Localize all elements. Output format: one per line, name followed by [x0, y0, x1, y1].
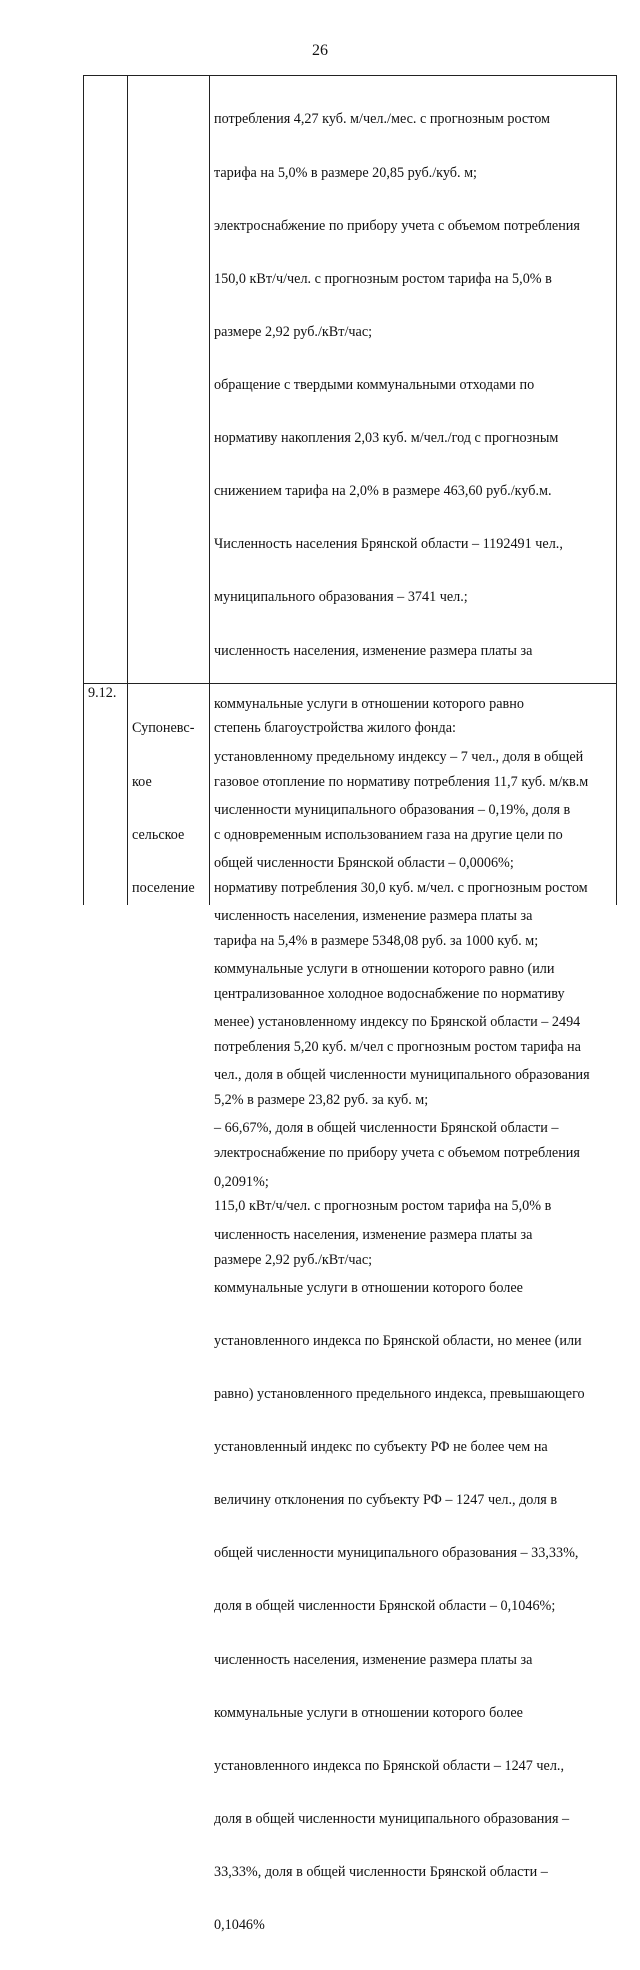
text-line: установленного индекса по Брянской области – 1247 чел., — [214, 1757, 565, 1774]
text-line: менее) установленному индексу по Брянской области – 2494 — [214, 1014, 581, 1031]
text-line: численность населения, изменение размера платы за — [214, 1651, 533, 1668]
text-line: общей численности муниципального образования – 33,33%, — [214, 1545, 579, 1562]
row-9-12-text — [214, 685, 588, 1305]
text-line: обращение с твердыми коммунальными отходами по — [214, 376, 535, 393]
text-line: 115,0 кВт/ч/чел. с прогнозным ростом тарифа на 5,0% в — [214, 1198, 552, 1215]
text-line: величину отклонения по субъекту РФ – 1247 чел., доля в — [214, 1492, 558, 1509]
text-line: централизованное холодное водоснабжение по нормативу — [214, 985, 565, 1002]
text-line: Численность населения Брянской области – 1192491 чел., — [214, 536, 563, 553]
text-line: 150,0 кВт/ч/чел. с прогнозным ростом тарифа на 5,0% в — [214, 270, 552, 287]
name-line: сельское — [132, 826, 185, 843]
text-line: доля в общей численности Брянской области – 0,1046%; — [214, 1598, 556, 1615]
row-number: 9.12. — [88, 685, 117, 701]
text-line: потребления 4,27 куб. м/чел./мес. с прогнозным ростом — [214, 111, 551, 128]
text-line: равно) установленного предельного индекса, превышающего — [214, 1386, 585, 1403]
page-number: 26 — [312, 42, 328, 59]
text-line: численность населения, изменение размера платы за — [214, 642, 533, 659]
text-line: тарифа на 5,4% в размере 5348,08 руб. за 1000 куб. м; — [214, 932, 539, 949]
text-line: общей численности Брянской области – 0,0006%; — [214, 854, 514, 871]
text-line: электроснабжение по прибору учета с объемом потребления — [214, 217, 580, 234]
text-line: потребления 5,20 куб. м/чел с прогнозным ростом тарифа на — [214, 1039, 581, 1056]
text-line: 5,2% в размере 23,82 руб. за куб. м; — [214, 1092, 429, 1109]
name-line: кое — [132, 773, 152, 790]
text-line: коммунальные услуги в отношении которого более — [214, 1279, 523, 1296]
text-line: численности муниципального образования – 0,19%, доля в — [214, 801, 571, 818]
text-line: с одновременным использованием газа на другие цели по — [214, 826, 563, 843]
text-line: 0,2091%; — [214, 1173, 269, 1190]
text-line: тарифа на 5,0% в размере 20,85 руб./куб. м; — [214, 164, 478, 181]
text-line: размере 2,92 руб./кВт/час; — [214, 323, 373, 340]
text-line: коммунальные услуги в отношении которого равно — [214, 695, 524, 712]
text-line: чел., доля в общей численности муниципального образования — [214, 1067, 590, 1084]
text-line: электроснабжение по прибору учета с объемом потребления — [214, 1145, 580, 1162]
text-line: коммунальные услуги в отношении которого равно (или — [214, 961, 555, 978]
table-left-border — [83, 75, 84, 905]
settlement-name — [132, 685, 195, 933]
column-divider-1 — [127, 75, 128, 905]
text-line: численность населения, изменение размера платы за — [214, 1226, 533, 1243]
text-line: численность населения, изменение размера платы за — [214, 908, 533, 925]
text-line: коммунальные услуги в отношении которого более — [214, 1704, 523, 1721]
table-right-border — [616, 75, 617, 905]
text-line: нормативу потребления 30,0 куб. м/чел. с прогнозным ростом — [214, 879, 588, 896]
text-line: установленный индекс по субъекту РФ не более чем на — [214, 1439, 548, 1456]
text-line: размере 2,92 руб./кВт/час; — [214, 1251, 373, 1268]
text-line: степень благоустройства жилого фонда: — [214, 720, 456, 737]
name-line: Супоневс- — [132, 720, 195, 737]
text-line: установленного индекса по Брянской области, но менее (или — [214, 1332, 582, 1349]
text-line: 33,33%, доля в общей численности Брянской области – — [214, 1864, 548, 1881]
text-line: – 66,67%, доля в общей численности Брянской области – — [214, 1120, 559, 1137]
text-line: газовое отопление по нормативу потребления 11,7 куб. м/кв.м — [214, 773, 589, 790]
text-line: нормативу накопления 2,03 куб. м/чел./год с прогнозным — [214, 430, 559, 447]
column-divider-2 — [209, 75, 210, 905]
name-line: поселение — [132, 879, 195, 896]
text-line: 0,1046% — [214, 1917, 265, 1934]
text-line: установленному предельному индексу – 7 чел., доля в общей — [214, 748, 584, 765]
text-line: муниципального образования – 3741 чел.; — [214, 589, 468, 606]
text-line: доля в общей численности муниципального образования – — [214, 1810, 570, 1827]
text-line: снижением тарифа на 2,0% в размере 463,60 руб./куб.м. — [214, 483, 552, 500]
